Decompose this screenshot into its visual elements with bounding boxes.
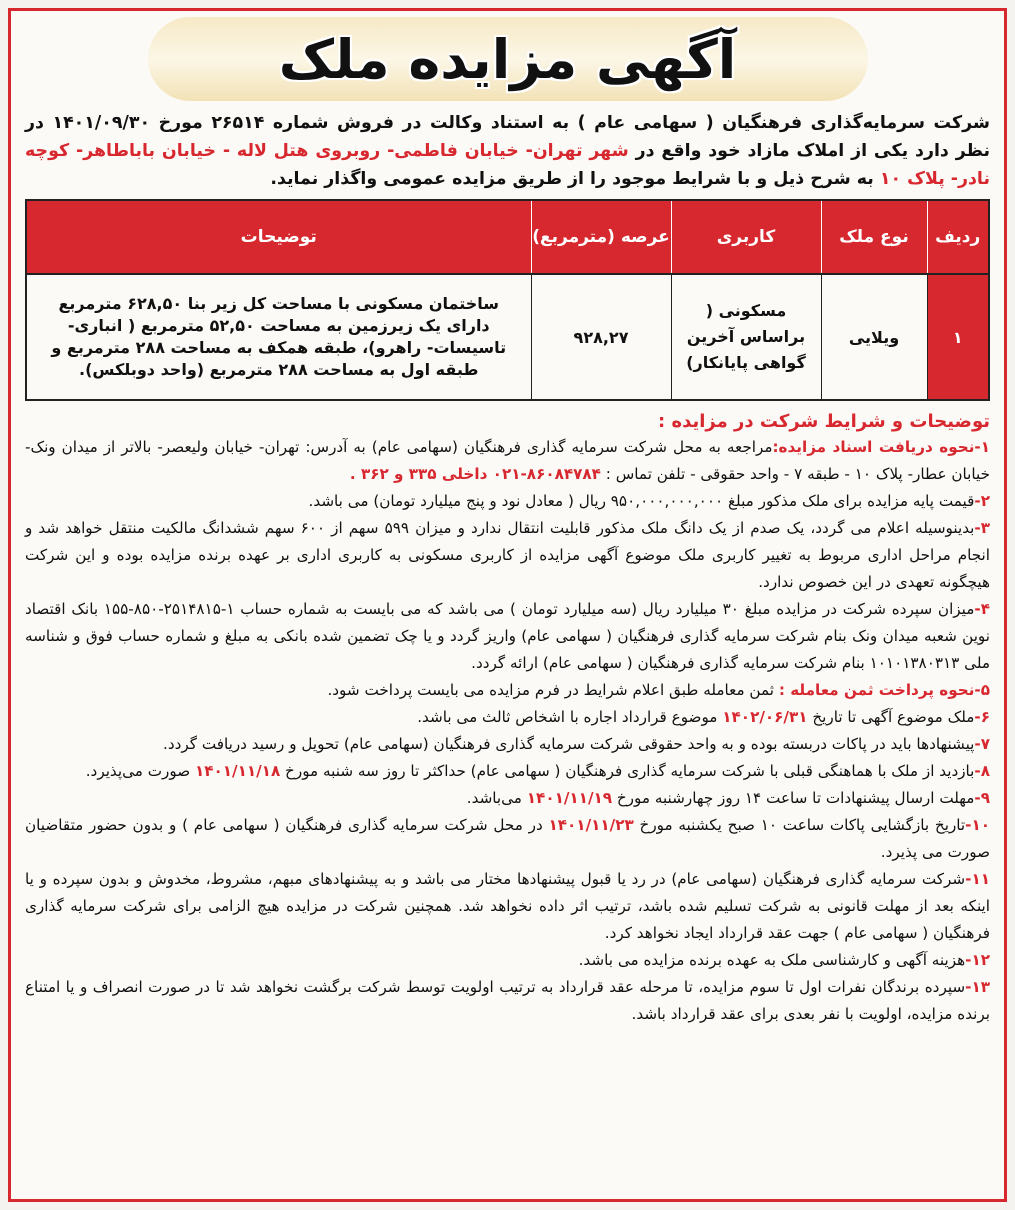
header-area: عرصه (مترمربع) <box>531 200 671 274</box>
intro-part1: شرکت سرمایه‌گذاری فرهنگیان ( سهامی عام ) به استناد وکالت در فروش شماره ۲۶۵۱۴ مورخ ۱۴۰۱/۰۹/۳۰ در نظر دارد یکی از املاک مازاد خود واقع در <box>25 113 990 161</box>
item-number: ۳- <box>974 519 991 537</box>
item-text: هزینه آگهی و کارشناسی ملک به عهده برنده مزایده می باشد. <box>578 951 966 969</box>
list-item <box>25 785 990 812</box>
item-tail: موضوع قرارداد اجاره با اشخاص ثالث می باشد. <box>417 708 723 726</box>
list-item <box>25 488 990 515</box>
conditions-list <box>25 434 990 1028</box>
item-number: ۲- <box>974 492 990 510</box>
intro-part2: به شرح ذیل و با شرایط موجود را از طریق مزایده عمومی واگذار نماید. <box>270 169 880 189</box>
item-text: مراجعه به محل شرکت سرمایه گذاری فرهنگیان (سهامی عام) به آدرس: تهران- خیابان ولیعصر- بالاتر از میدان ونک- خیابان عطار- پلاک ۱۰ - طبقه ۷ - واحد حقوقی - تلفن تماس : <box>25 438 990 483</box>
cell-usage: مسکونی ( براساس آخرین گواهی پایانکار) <box>671 274 821 400</box>
cell-row-number: ۱ <box>927 274 989 400</box>
item-text: ثمن معامله طبق اعلام شرایط در فرم مزایده می بایست پرداخت شود. <box>327 681 779 699</box>
item-highlight: ۸۶۰۸۴۷۸۴-۰۲۱ داخلی ۳۳۵ و ۳۶۲ . <box>349 465 601 483</box>
item-highlight: ۱۴۰۲/۰۶/۳۱ <box>722 708 808 726</box>
item-number: ۱۳- <box>965 978 990 996</box>
list-item <box>25 812 990 866</box>
item-tail: صورت می‌پذیرد. <box>85 762 195 780</box>
notice-page <box>8 8 1007 1202</box>
item-number: ۶- <box>974 708 990 726</box>
item-text: پیشنهادها باید در پاکات دربسته بوده و به واحد حقوقی شرکت سرمایه گذاری فرهنگیان (سهامی عام) تحویل و رسید دریافت گردد. <box>163 735 975 753</box>
cell-area: ۹۲۸,۲۷ <box>531 274 671 400</box>
item-number: ۹- <box>974 789 990 807</box>
item-number: ۸- <box>974 762 990 780</box>
header-property-type: نوع ملک <box>821 200 927 274</box>
list-item <box>25 947 990 974</box>
item-number: ۵- <box>974 681 990 699</box>
item-number: ۱۱- <box>965 870 990 888</box>
item-number: ۷- <box>974 735 990 753</box>
list-item <box>25 758 990 785</box>
notice-content <box>11 11 1004 1028</box>
list-item <box>25 704 990 731</box>
item-number: ۱۰- <box>965 816 990 834</box>
item-text: قیمت پایه مزایده برای ملک مذکور مبلغ ۹۵۰,۰۰۰,۰۰۰,۰۰۰ ریال ( معادل نود و پنج میلیارد تومان) می باشد. <box>308 492 975 510</box>
header-row-number: ردیف <box>927 200 989 274</box>
list-item <box>25 866 990 947</box>
cell-property-type: ویلایی <box>821 274 927 400</box>
item-text: مهلت ارسال پیشنهادات تا ساعت ۱۴ روز چهارشنبه مورخ <box>612 789 975 807</box>
conditions-title: توضیحات و شرایط شرکت در مزایده : <box>657 411 990 432</box>
item-text: تاریخ بازگشایی پاکات ساعت ۱۰ صبح یکشنبه مورخ <box>633 816 966 834</box>
table-header-row <box>26 200 989 274</box>
item-highlight: ۱۴۰۱/۱۱/۱۹ <box>526 789 613 807</box>
item-label: نحوه دریافت اسناد مزایده: <box>772 438 975 456</box>
list-item <box>25 515 990 596</box>
list-item <box>25 974 990 1028</box>
table-row <box>26 274 989 400</box>
item-tail: می‌باشد. <box>466 789 527 807</box>
header-description: توضیحات <box>26 200 531 274</box>
cell-description: ساختمان مسکونی با مساحت کل زیر بنا ۶۲۸,۵۰ مترمربع دارای یک زیرزمین به مساحت ۵۲,۵۰ مترمربع ( انباری- تاسیسات- راهرو)، طبقه همکف به مساحت ۲۸۸ مترمربع و طبقه اول به مساحت ۲۸۸ مترمربع (واحد دوبلکس). <box>26 274 531 400</box>
item-text: میزان سپرده شرکت در مزایده مبلغ ۳۰ میلیارد ریال (سه میلیارد تومان ) می باشد که می بایست به شماره حساب ۱-۲۵۱۴۸۱۵-۸۵۰-۱۵۵ بانک اقتصاد نوین شعبه میدان ونک بنام شرکت سرمایه گذاری فرهنگیان ( سهامی عام) واریز گردد و یا چک تضمین شده بانکی به مبلغ و شماره حساب فوق و شناسه ملی ۱۰۱۰۱۳۸۰۳۱۳ بنام شرکت سرمایه گذاری فرهنگیان ( سهامی عام) ارائه گردد. <box>25 600 990 672</box>
item-text: بازدید از ملک با هماهنگی قبلی با شرکت سرمایه گذاری فرهنگیان ( سهامی عام) حداکثر تا روز سه شنبه مورخ <box>280 762 975 780</box>
item-highlight: ۱۴۰۱/۱۱/۱۸ <box>194 762 281 780</box>
item-text: بدینوسیله اعلام می گردد، یک صدم از یک دانگ ملک مذکور قابلیت انتقال ندارد و میزان ۵۹۹ سهم از ۶۰۰ سهم ششدانگ مالکیت منتقل خواهد شد و انجام مراحل اداری مربوط به تغییر کاربری ملک موضوع آگهی مزایده از کاربری مسکونی به کاربری اداری بر عهده برنده مزایده بوده و این شرکت هیچگونه تعهدی در این خصوص ندارد. <box>25 519 990 591</box>
property-table <box>25 199 990 401</box>
title-banner <box>148 17 868 101</box>
item-text: شرکت سرمایه گذاری فرهنگیان (سهامی عام) در رد یا قبول پیشنهادها مختار می باشد و به پیشنهادهای مبهم، مشروط، مخدوش و بدون سپرده و یا اینکه بعد از مهلت قانونی به شرکت تسلیم شده باشد، ترتیب اثر داده نخواهد شد. همچنین شرکت در مزایده هیچ الزامی برای شرکت سرمایه گذاری فرهنگیان ( سهامی عام ) جهت عقد قرارداد ایجاد نخواهد کرد. <box>25 870 990 942</box>
header-usage: کاربری <box>671 200 821 274</box>
list-item <box>25 731 990 758</box>
notice-title: آگهی مزایده ملک <box>278 27 737 91</box>
item-highlight: ۱۴۰۱/۱۱/۲۳ <box>548 816 634 834</box>
list-item <box>25 434 990 488</box>
intro-paragraph <box>25 109 990 193</box>
intro-address: شهر تهران- خیابان فاطمی- روبروی هتل لاله - خیابان باباطاهر- کوچه نادر- پلاک ۱۰ <box>25 141 990 189</box>
item-text: ملک موضوع آگهی تا تاریخ <box>807 708 975 726</box>
item-tail: در محل شرکت سرمایه گذاری فرهنگیان ( سهامی عام ) و بدون حضور متقاضیان صورت می پذیرد. <box>25 816 990 861</box>
item-label: نحوه پرداخت ثمن معامله : <box>778 681 975 699</box>
list-item <box>25 596 990 677</box>
item-number: ۱۲- <box>965 951 990 969</box>
item-number: ۱- <box>974 438 990 456</box>
item-number: ۴- <box>974 600 990 618</box>
item-text: سپرده برندگان نفرات اول تا سوم مزایده، تا مرحله عقد قرارداد به ترتیب اولویت توسط شرکت برگشت نخواهد شد تا در صورت انصراف و یا امتناع برنده مزایده، اولویت با نفر بعدی برای عقد قرارداد باشد. <box>25 978 990 1023</box>
list-item <box>25 677 990 704</box>
